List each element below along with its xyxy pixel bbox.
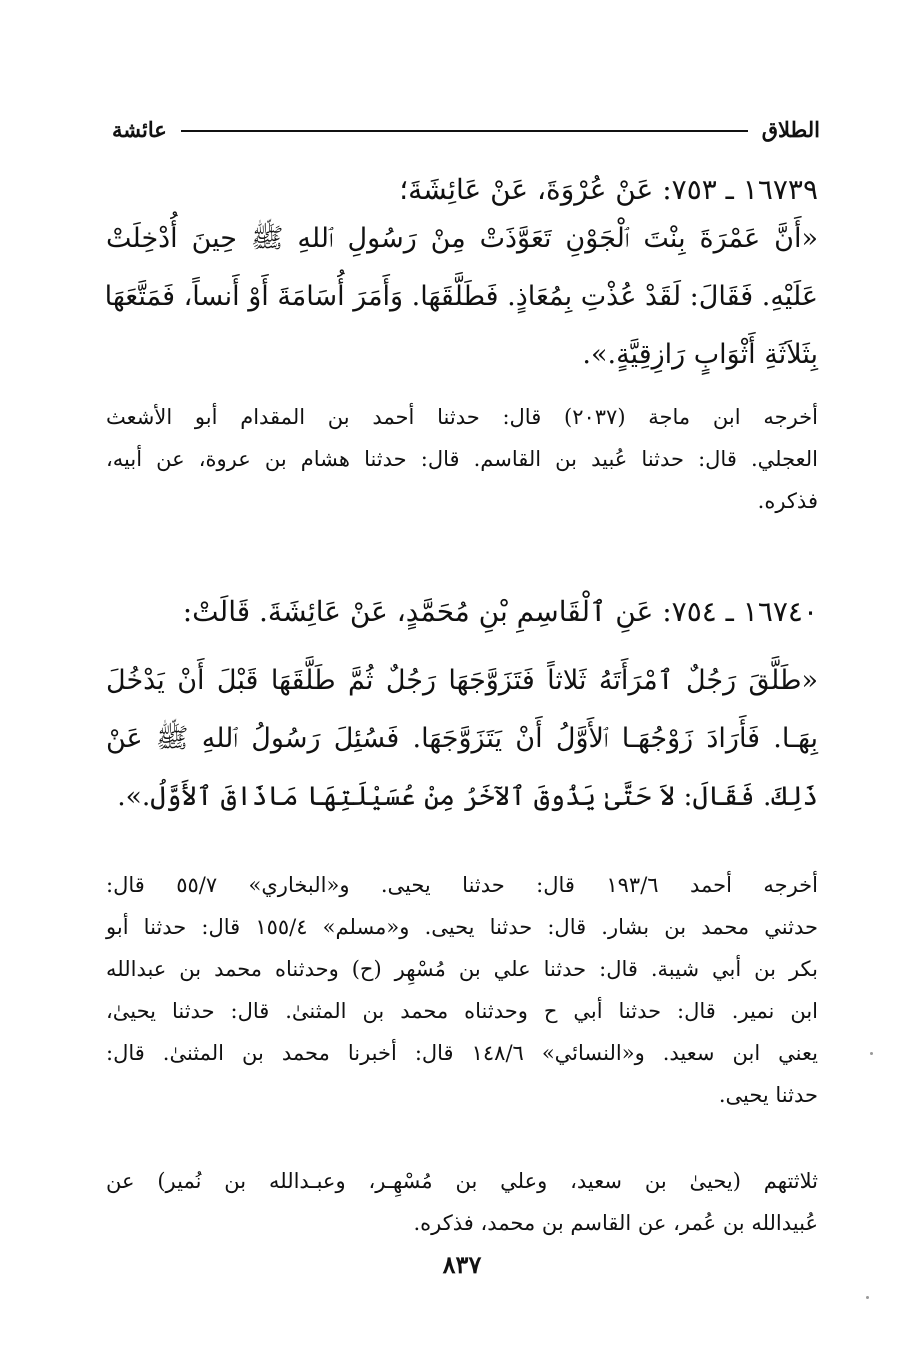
entry-2-hadith bbox=[106, 652, 818, 826]
paper-speck bbox=[866, 1296, 869, 1299]
commentary-line: حدثنا يحيى. bbox=[718, 1083, 818, 1107]
paper-speck bbox=[870, 1052, 873, 1055]
header-rule bbox=[181, 130, 748, 132]
entry-1-commentary bbox=[106, 396, 818, 522]
hadith-line: ذَلِكَ. فَقَالَ: لاَ حَتَّىٰ يَذُوقَ ٱلآخَرُ مِنْ عُسَيْلَتِهَا مَاذَاقَ ٱلأَوَّلُ.». bbox=[117, 781, 818, 812]
commentary-line: ابن نمير. قال: حدثنا أبي ح وحدثناه محمد بن المثنىٰ. قال: حدثنا يحيىٰ، bbox=[106, 999, 818, 1023]
hadith-line: بِهَـا. فَأَرَادَ زَوْجُهَـا ٱلأَوَّلُ أَنْ يَتَزَوَّجَهَا. فَسُئِلَ رَسُولُ ٱللهِ ﷺ عَنْ bbox=[106, 723, 818, 754]
running-header bbox=[112, 112, 820, 146]
page-number: ٨٣٧ bbox=[442, 1250, 482, 1279]
commentary-line: بكر بن أبي شيبة. قال: حدثنا علي بن مُسْهِر (ح) وحدثناه محمد بن عبدالله bbox=[106, 957, 818, 981]
commentary-line: أخرجه أحمد ١٩٣/٦ قال: حدثنا يحيى. و«البخاري» ٥٥/٧ قال: bbox=[106, 873, 818, 897]
commentary-line: أخرجه ابن ماجة (٢٠٣٧) قال: حدثنا أحمد بن المقدام أبو الأشعث bbox=[106, 405, 818, 429]
commentary-line: العجلي. قال: حدثنا عُبيد بن القاسم. قال: حدثنا هشام بن عروة، عن أبيه، bbox=[106, 447, 818, 471]
entry-2-heading: ١٦٧٤٠ ـ ٧٥٤: عَنِ ٱلْقَاسِمِ بْنِ مُحَمَّدٍ، عَنْ عَائِشَةَ. قَالَتْ: bbox=[182, 595, 818, 628]
hadith-line: عَلَيْهِ. فَقَالَ: لَقَدْ عُذْتِ بِمُعَاذٍ. فَطَلَّقَهَا. وَأَمَرَ أُسَامَةَ أَوْ أَنساً، فَمَتَّعَهَا bbox=[104, 281, 818, 312]
commentary-line: عُبيدالله بن عُمر، عن القاسم بن محمد، فذكره. bbox=[413, 1211, 818, 1235]
entry-1-heading: ١٦٧٣٩ ـ ٧٥٣: عَنْ عُرْوَةَ، عَنْ عَائِشَةَ؛ bbox=[399, 173, 818, 206]
commentary-line: فذكره. bbox=[757, 489, 818, 513]
hadith-line: «أَنَّ عَمْرَةَ بِنْتَ ٱلْجَوْنِ تَعَوَّذَتْ مِنْ رَسُولِ ٱللهِ ﷺ حِينَ أُدْخِلَتْ bbox=[106, 223, 818, 254]
hadith-line: بِثَلاَثَةِ أَثْوَابٍ رَازِقِيَّةٍ.». bbox=[582, 339, 818, 370]
header-section-title: عائشة bbox=[112, 116, 167, 142]
commentary-line: ثلاثتهم (يحيىٰ بن سعيد، وعلي بن مُسْهِـر، وعبـدالله بن نُمير) عن bbox=[106, 1169, 818, 1193]
hadith-line: «طَلَّقَ رَجُلٌ ٱمْرَأَتَهُ ثَلاثاً فَتَزَوَّجَهَا رَجُلٌ ثُمَّ طَلَّقَهَا قَبْلَ أَنْ يَدْخُلَ bbox=[106, 665, 818, 696]
commentary-line: يعني ابن سعيد. و«النسائي» ١٤٨/٦ قال: أخبرنا محمد بن المثنىٰ. قال: bbox=[106, 1041, 818, 1065]
entry-1-hadith bbox=[106, 210, 818, 384]
entry-2-commentary-1 bbox=[106, 864, 818, 1116]
commentary-line: حدثني محمد بن بشار. قال: حدثنا يحيى. و«مسلم» ١٥٥/٤ قال: حدثنا أبو bbox=[106, 915, 818, 939]
header-chapter-title: الطلاق bbox=[761, 116, 820, 142]
entry-2-commentary-2 bbox=[106, 1160, 818, 1244]
